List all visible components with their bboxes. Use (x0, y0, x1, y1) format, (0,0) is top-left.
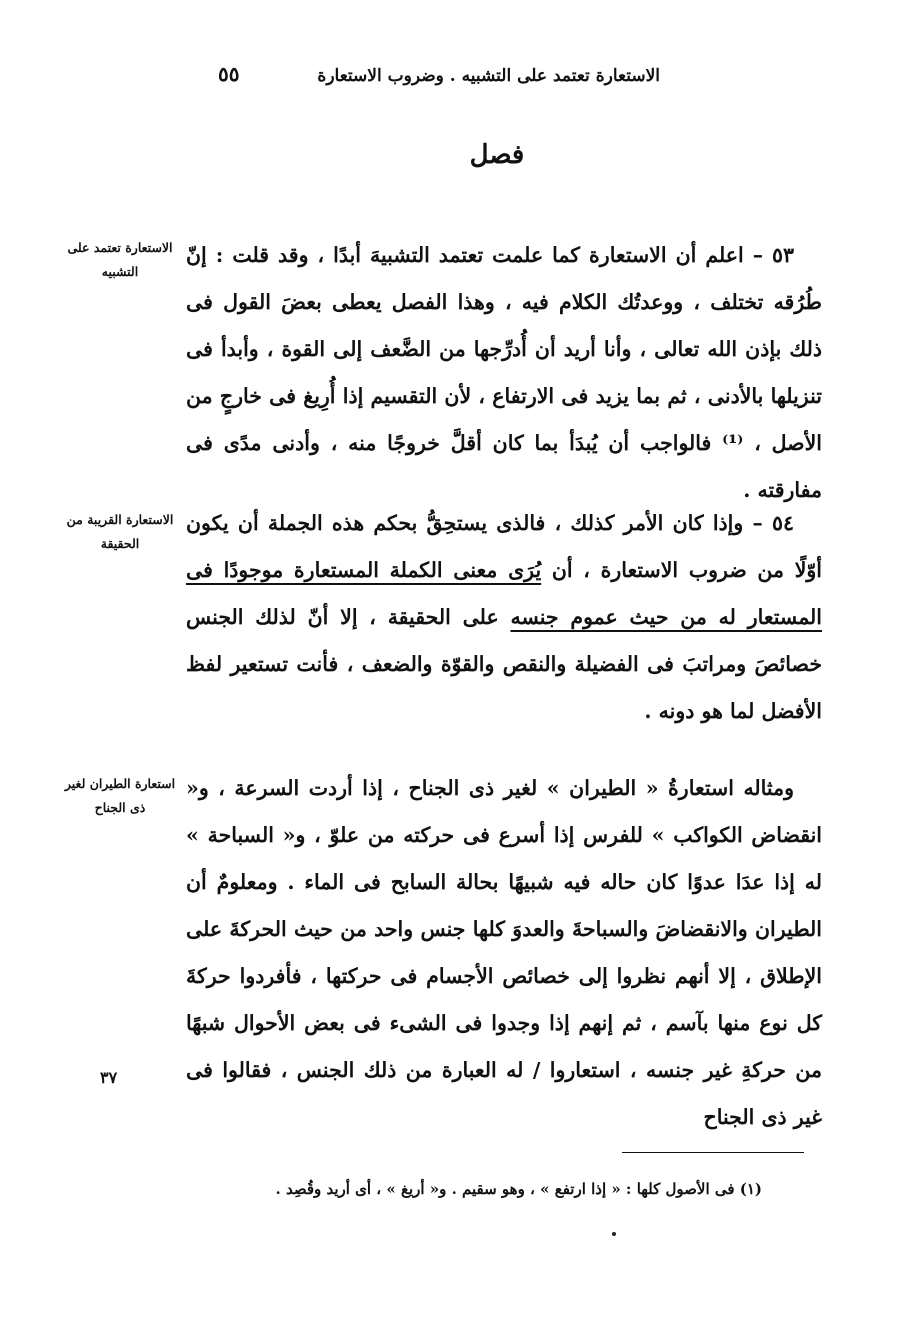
paragraph-53-text (186, 232, 822, 514)
paragraph-53 (186, 232, 822, 514)
paragraph-54-marker: ٥٤ – (752, 511, 794, 535)
paragraph-54-text (186, 500, 822, 735)
page-number: ٥٥ (218, 62, 240, 86)
paragraph-54-body-end: على الحقيقة ، إلا أنّ لذلك الجنس خصائصَ ومراتبَ فى الفضيلة والنقص والقوّة والضعف ، فأنت تستعير لفظ الأفضل لما هو دونه . (186, 605, 822, 723)
margin-note-1: الاستعارة تعتمد على التشبيه (67, 240, 173, 279)
paragraph-example-text: ومثاله استعارةُ « الطيران » لغير ذى الجناح ، إذا أردت السرعة ، و« انقضاض الكواكب » للفرس إذا أسرع فى حركته من علوّ ، و« السباحة » له إذا عدَا عدوًا كان حاله فيه شبيهًا بحالة السابح فى الماء . ومعلومٌ أن الطيران والانقضاضَ والسباحةَ والعدوَ كلها جنس واحد من حيث الحركةَ على الإطلاق ، إلا أنهم نظروا إلى خصائص الأجسام فى حركتها ، فأفردوا حركةَ كل نوع منها بآسم ، ثم إنهم إذا وجدوا فى الشىء فى بعض الأحوال شبهًا من حركةِ غير جنسه ، استعاروا / له العبارة من ذلك الجنس ، فقالوا فى غير ذى الجناح (186, 776, 822, 1129)
paragraph-53-marker: ٥٣ – (752, 243, 795, 267)
paragraph-53-body: اعلم أن الاستعارة كما علمت تعتمد التشبيهَ أبدًا ، وقد قلت : إنّ طُرُقه تختلف ، ووعدتُك الكلام فيه ، وهذا الفصل يعطى بعضَ القول فى ذلك بإذن الله تعالى ، وأنا أريد أن أُدرِّجها من الضَّعف إلى القوة ، وأبدأ فى تنزيلها بالأدنى ، ثم بما يزيد فى الارتفاع ، لأن التقسيم إذا أُرِيغ فى خارجٍ من الأصل ، ⁽¹⁾ فالواجب أن يُبدَأ بما كان أقلَّ خروجًا منه ، وأدنى مدًى فى مفارقته . (186, 243, 823, 502)
ink-speck (612, 1232, 616, 1236)
running-header (200, 62, 660, 96)
running-header-title: الاستعارة تعتمد على التشبيه . وضروب الاستعارة (317, 66, 660, 86)
paragraph-54-body-start: وإذا كان الأمر كذلك ، فالذى يستحِقُّ بحكم هذه الجملة أن يكون أوّلًا من ضروب الاستعارة ، أن (186, 511, 822, 582)
paragraph-54 (186, 500, 822, 735)
margin-note-2: الاستعارة القريبة من الحقيقة (66, 512, 174, 551)
footnote-divider (622, 1152, 804, 1153)
paragraph-54-underlined-phrase: يُرَى معنى الكملة المستعارة موجودًا فى المستعار له من حيث عموم جنسه (186, 558, 822, 629)
margin-note-3: استعارة الطيران لغير ذى الجناح (64, 776, 176, 815)
footnote: (١) فى الأصول كلها : « إذا ارتفع » ، وهو سقيم . و« أريغ » ، أى أريد وقُصِد . (275, 1180, 762, 1198)
paragraph-example (186, 765, 822, 1141)
margin-page-number: ٣٧ (100, 1068, 118, 1087)
section-title: فصل (469, 140, 525, 170)
